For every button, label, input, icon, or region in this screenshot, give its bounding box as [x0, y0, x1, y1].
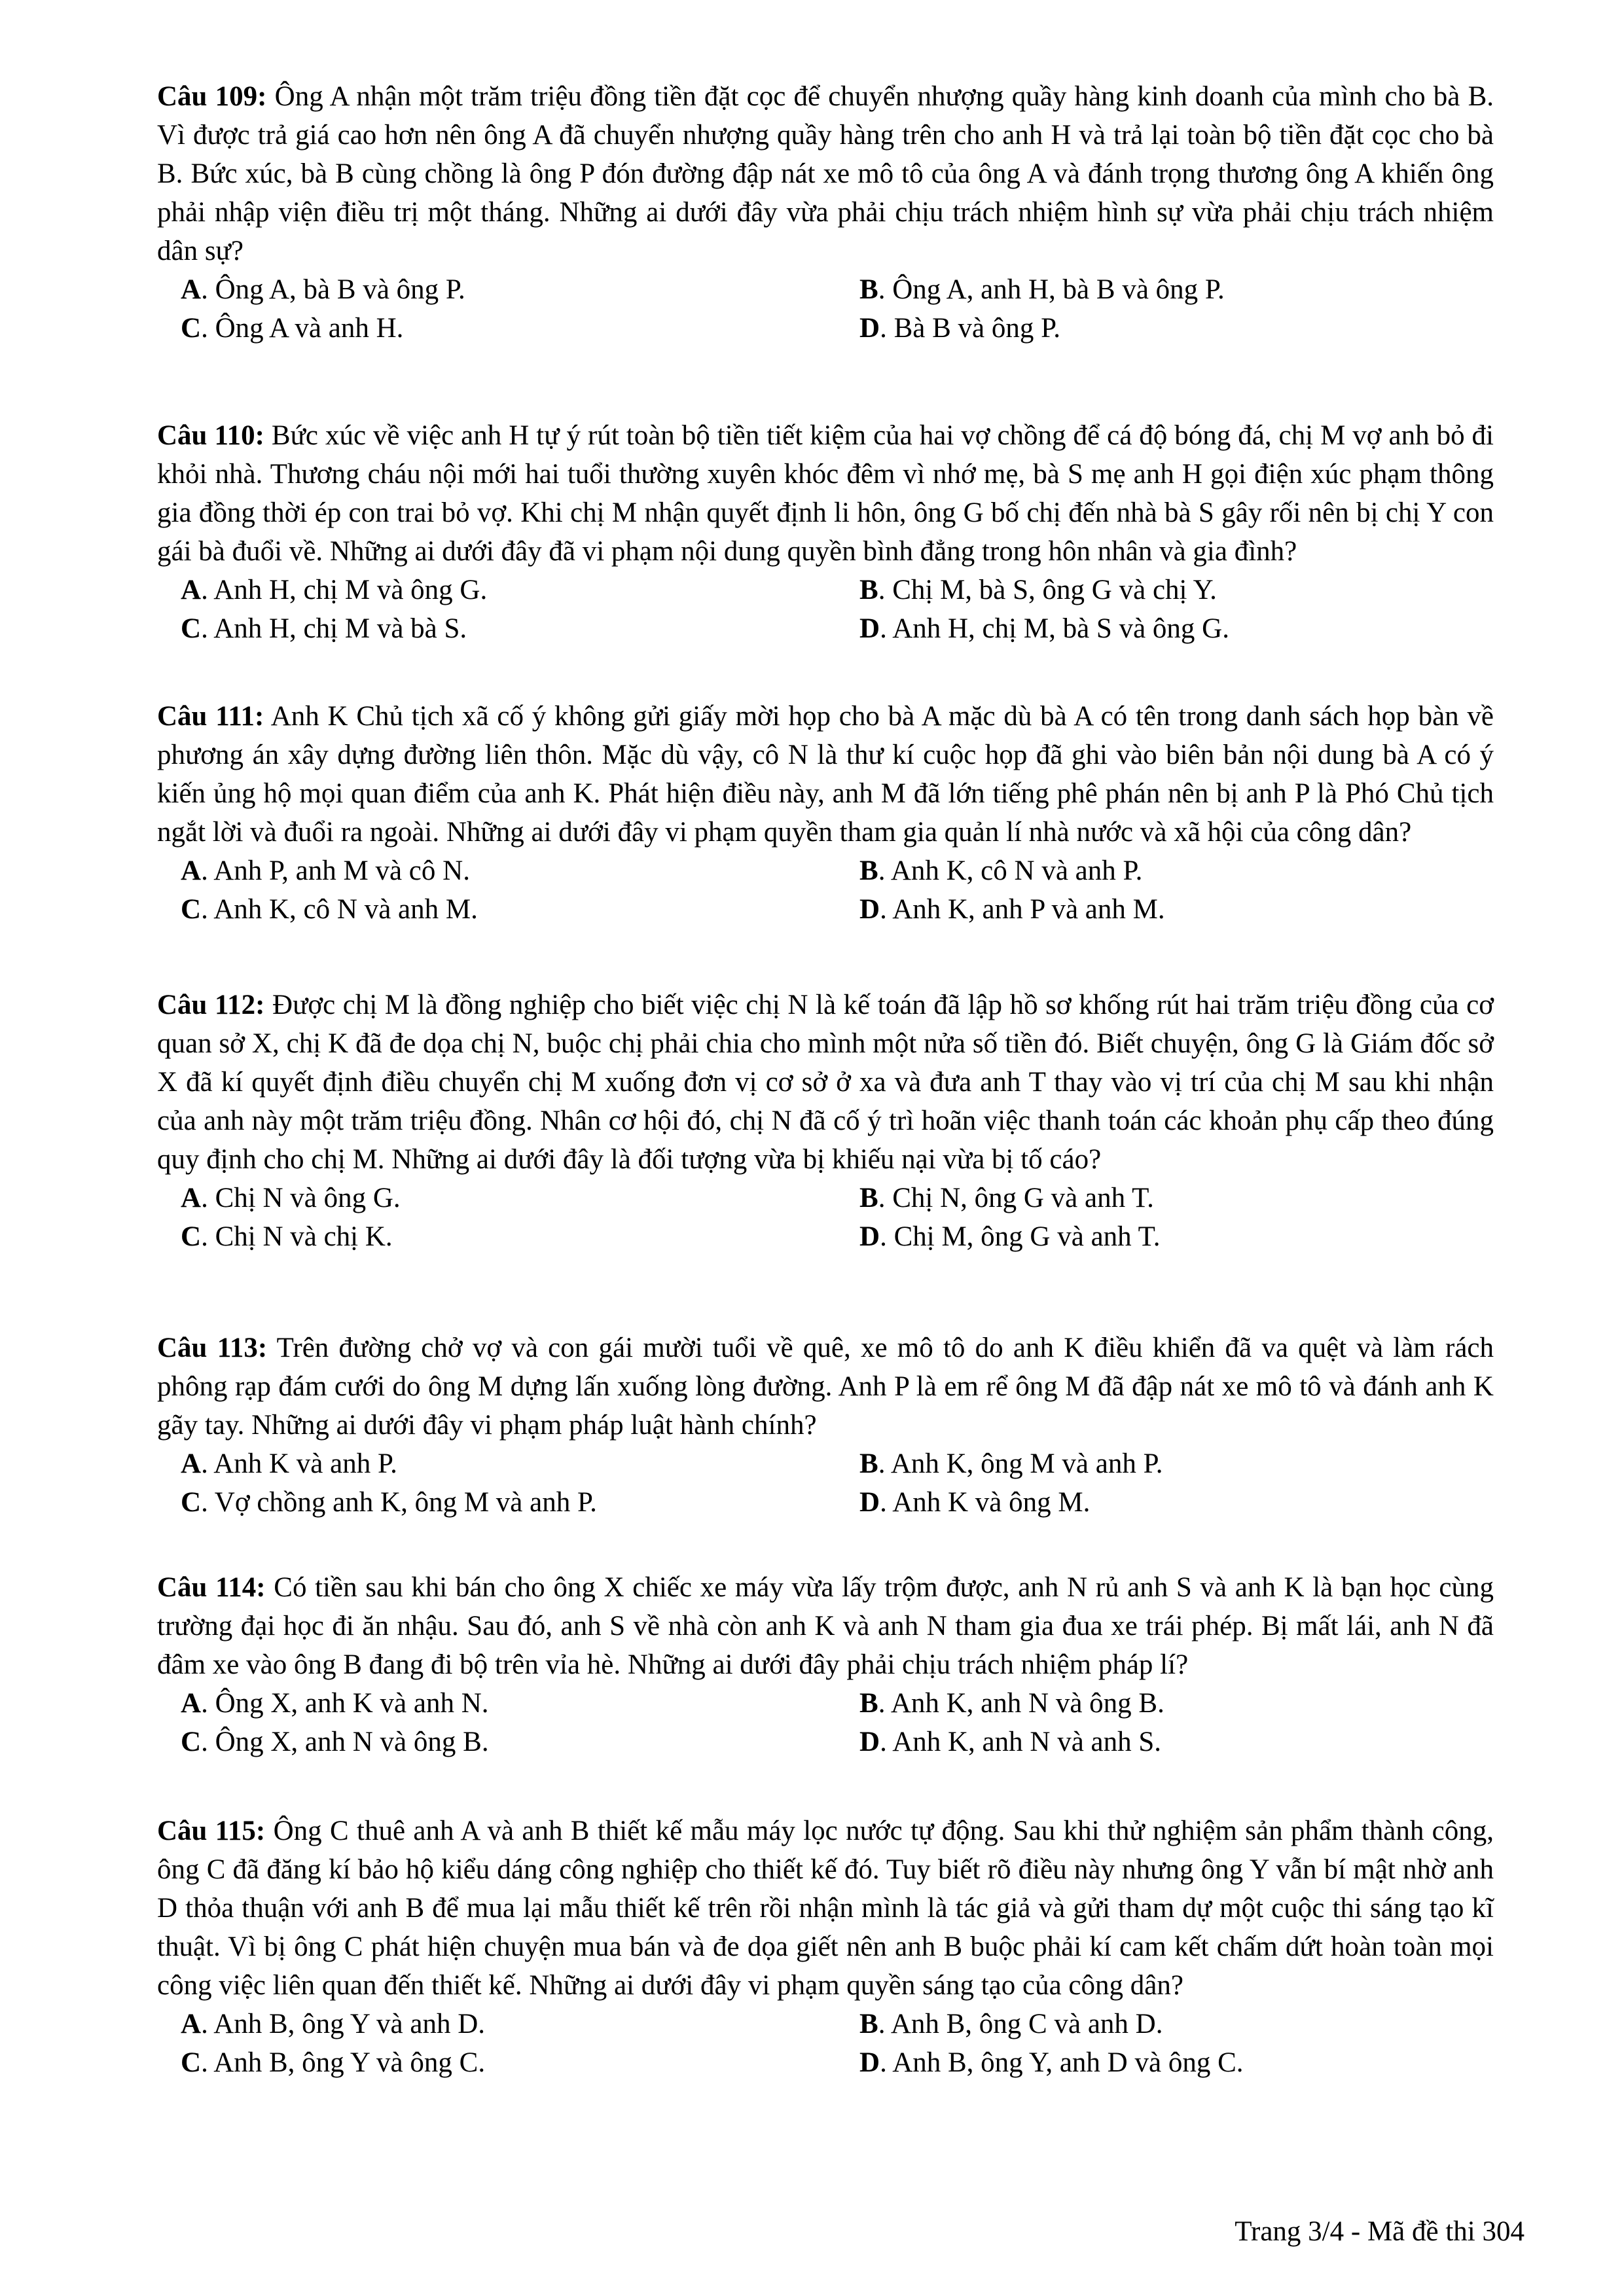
question-112	[157, 986, 1494, 1256]
question-114	[157, 1568, 1494, 1761]
option-d: D. Anh K và ông M.	[859, 1487, 1091, 1518]
option-a: A. Anh K và anh P.	[181, 1448, 397, 1479]
option-a: A. Ông X, anh K và anh N.	[181, 1688, 489, 1719]
option-c: C. Vợ chồng anh K, ông M và anh P.	[181, 1487, 597, 1518]
question-stem	[157, 697, 1494, 852]
question-110	[157, 416, 1494, 648]
options-grid	[157, 1684, 1494, 1761]
question-stem	[157, 1812, 1494, 2005]
option-b: B. Anh B, ông C và anh D.	[859, 2009, 1163, 2039]
question-text: Được chị M là đồng nghiệp cho biết việc chị N là kế toán đã lập hồ sơ khống rút hai trăm triệu đồng của cơ quan sở X, chị K đã đe dọa chị N, buộc chị phải chia cho mình một nửa số tiền đó. Biết chuyện, ông G là Giám đốc sở X đã kí quyết định điều chuyển chị M xuống đơn vị cơ sở ở xa và đưa anh T thay vào vị trí của chị M sau khi nhận của anh này một trăm triệu đồng. Nhân cơ hội đó, chị N đã cố ý trì hoãn việc thanh toán các khoản phụ cấp theo đúng quy định cho chị M. Những ai dưới đây là đối tượng vừa bị khiếu nại vừa bị tố cáo?	[157, 990, 1494, 1175]
option-d: D. Chị M, ông G và anh T.	[859, 1221, 1161, 1252]
option-a: A. Chị N và ông G.	[181, 1183, 401, 1213]
question-115	[157, 1812, 1494, 2082]
question-label: Câu 112:	[157, 990, 265, 1020]
question-stem	[157, 1329, 1494, 1444]
page-footer: Trang 3/4 - Mã đề thi 304	[1235, 2216, 1525, 2247]
option-a: A. Anh B, ông Y và anh D.	[181, 2009, 486, 2039]
option-a: A. Anh H, chị M và ông G.	[181, 575, 488, 605]
question-text: Anh K Chủ tịch xã cố ý không gửi giấy mời họp cho bà A mặc dù bà A có tên trong danh sách họp bàn về phương án xây dựng đường liên thôn. Mặc dù vậy, cô N là thư kí cuộc họp đã ghi vào biên bản nội dung bà A có ý kiến ủng hộ mọi quan điểm của anh K. Phát hiện điều này, anh M đã lớn tiếng phê phán nên bị anh P là Phó Chủ tịch ngắt lời và đuổi ra ngoài. Những ai dưới đây vi phạm quyền tham gia quản lí nhà nước và xã hội của công dân?	[157, 701, 1494, 848]
option-c: C. Ông X, anh N và ông B.	[181, 1727, 489, 1757]
question-109	[157, 77, 1494, 348]
option-b: B. Anh K, anh N và ông B.	[859, 1688, 1164, 1719]
option-d: D. Anh H, chị M, bà S và ông G.	[859, 613, 1229, 644]
option-d: D. Anh K, anh N và anh S.	[859, 1727, 1162, 1757]
option-b: B. Chị M, bà S, ông G và chị Y.	[859, 575, 1217, 605]
question-text: Trên đường chở vợ và con gái mười tuổi về quê, xe mô tô do anh K điều khiển đã va quệt và làm rách phông rạp đám cưới do ông M dựng lấn xuống lòng đường. Anh P là em rể ông M đã đập nát xe mô tô và đánh anh K gãy tay. Những ai dưới đây vi phạm pháp luật hành chính?	[157, 1333, 1494, 1441]
option-b: B. Ông A, anh H, bà B và ông P.	[859, 274, 1225, 305]
options-grid	[157, 571, 1494, 648]
question-text: Có tiền sau khi bán cho ông X chiếc xe máy vừa lấy trộm được, anh N rủ anh S và anh K là bạn học cùng trường đại học đi ăn nhậu. Sau đó, anh S về nhà còn anh K và anh N tham gia đua xe trái phép. Bị mất lái, anh N đã đâm xe vào ông B đang đi bộ trên vỉa hè. Những ai dưới đây phải chịu trách nhiệm pháp lí?	[157, 1572, 1494, 1680]
question-label: Câu 114:	[157, 1572, 266, 1603]
question-label: Câu 113:	[157, 1333, 268, 1363]
question-label: Câu 110:	[157, 420, 264, 451]
options-grid	[157, 2005, 1494, 2082]
option-a: A. Anh P, anh M và cô N.	[181, 855, 470, 886]
options-grid	[157, 852, 1494, 929]
option-d: D. Anh B, ông Y, anh D và ông C.	[859, 2047, 1244, 2078]
option-c: C. Anh K, cô N và anh M.	[181, 894, 478, 925]
question-111	[157, 697, 1494, 929]
option-a: A. Ông A, bà B và ông P.	[181, 274, 465, 305]
question-text: Bức xúc về việc anh H tự ý rút toàn bộ tiền tiết kiệm của hai vợ chồng để cá độ bóng đá, chị M vợ anh bỏ đi khỏi nhà. Thương cháu nội mới hai tuổi thường xuyên khóc đêm vì nhớ mẹ, bà S mẹ anh H gọi điện xúc phạm thông gia đồng thời ép con trai bỏ vợ. Khi chị M nhận quyết định li hôn, ông G bố chị đến nhà bà S gây rối nên bị chị Y con gái bà đuổi về. Những ai dưới đây đã vi phạm nội dung quyền bình đẳng trong hôn nhân và gia đình?	[157, 420, 1494, 567]
question-stem	[157, 1568, 1494, 1684]
option-c: C. Anh B, ông Y và ông C.	[181, 2047, 486, 2078]
question-label: Câu 111:	[157, 701, 264, 732]
option-c: C. Anh H, chị M và bà S.	[181, 613, 467, 644]
option-d: D. Bà B và ông P.	[859, 313, 1060, 344]
option-d: D. Anh K, anh P và anh M.	[859, 894, 1165, 925]
question-text: Ông A nhận một trăm triệu đồng tiền đặt cọc để chuyển nhượng quầy hàng kinh doanh của mình cho bà B. Vì được trả giá cao hơn nên ông A đã chuyển nhượng quầy hàng trên cho anh H và trả lại toàn bộ tiền đặt cọc cho bà B. Bức xúc, bà B cùng chồng là ông P đón đường đập nát xe mô tô của ông A và đánh trọng thương ông A khiến ông phải nhập viện điều trị một tháng. Những ai dưới đây vừa phải chịu trách nhiệm hình sự vừa phải chịu trách nhiệm dân sự?	[157, 81, 1494, 266]
question-stem	[157, 986, 1494, 1179]
question-stem	[157, 416, 1494, 571]
question-label: Câu 109:	[157, 81, 267, 112]
question-113	[157, 1329, 1494, 1522]
options-grid	[157, 1444, 1494, 1522]
question-label: Câu 115:	[157, 1816, 266, 1846]
options-grid	[157, 1179, 1494, 1256]
option-b: B. Anh K, cô N và anh P.	[859, 855, 1143, 886]
options-grid	[157, 270, 1494, 348]
option-b: B. Chị N, ông G và anh T.	[859, 1183, 1154, 1213]
option-c: C. Chị N và chị K.	[181, 1221, 393, 1252]
option-c: C. Ông A và anh H.	[181, 313, 404, 344]
question-text: Ông C thuê anh A và anh B thiết kế mẫu máy lọc nước tự động. Sau khi thử nghiệm sản phẩm thành công, ông C đã đăng kí bảo hộ kiểu dáng công nghiệp cho thiết kế đó. Tuy biết rõ điều này nhưng ông Y vẫn bí mật nhờ anh D thỏa thuận với anh B để mua lại mẫu thiết kế trên rồi nhận mình là tác giả và gửi tham dự một cuộc thi sáng tạo kĩ thuật. Vì bị ông C phát hiện chuyện mua bán và đe dọa giết nên anh B buộc phải kí cam kết chấm dứt hoàn toàn mọi công việc liên quan đến thiết kế. Những ai dưới đây vi phạm quyền sáng tạo của công dân?	[157, 1816, 1494, 2001]
question-stem	[157, 77, 1494, 270]
option-b: B. Anh K, ông M và anh P.	[859, 1448, 1163, 1479]
